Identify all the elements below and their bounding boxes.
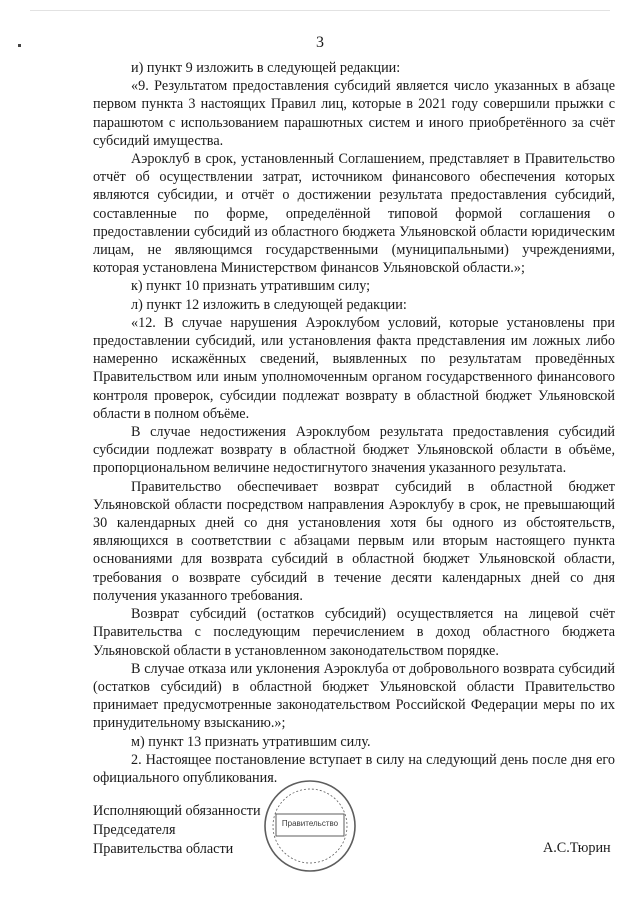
clause-12-shortfall-paragraph: В случае недостижения Аэроклубом результата предоставления субсидий субсидии подлежат возврату в областной бюджет Ульяновской области в объёме, пропорциональном величине недостигнутого значения указанного результата. [93,424,615,477]
page-number: 3 [316,34,324,51]
scan-mark [30,10,610,11]
signature-line: Исполняющий обязанности [93,803,261,819]
clause-12-account-paragraph: Возврат субсидий (остатков субсидий) осуществляется на лицевой счёт Правительства с последующим перечислением в доход областного бюджета Ульяновской области в установленном законодательством порядке. [93,606,615,659]
effective-date-paragraph: 2. Настоящее постановление вступает в силу на следующий день после дня его официального опубликования. [93,751,615,786]
signatory-name: А.С.Тюрин [543,840,611,856]
clause-12-return-paragraph: Правительство обеспечивает возврат субсидий в областной бюджет Ульяновской области посредством направления Аэроклубу в срок, не превышающий 30 календарных дней со дня установления хотя бы одного из обстоятельств, являющихся в соответствии с абзацами первым или вторым настоящего пункта основаниями для возврата субсидий в областной бюджет Ульяновской области, требования о возврате субсидий в течение десяти календарных дней со дня получения указанного требования. [93,478,615,604]
seal-text: Правительство [281,819,339,828]
amendment-item-m: м) пункт 13 признать утратившим силу. [131,733,371,750]
signature-line: Председателя [93,822,176,838]
clause-12-text: «12. В случае нарушения Аэроклубом условий, которые установлены при предоставлении субсидий, или установления факта представления им ложных либо намеренно искажённых сведений, выявленных по результатам проведённых Правительством или иным уполномоченным органом государственного финансового контроля проверок, субсидии подлежат возврату в областной бюджет Ульяновской области в полном объёме. [93,314,615,422]
signature-line: Правительства области [93,841,234,857]
amendment-item-i: и) пункт 9 изложить в следующей редакции: [131,60,401,76]
clause-9-text: «9. Результатом предоставления субсидий является число указанных в абзаце первом пункта 3 настоящих Правил лиц, которые в 2021 году совершили прыжки с парашютом с использованием парашютных систем и иного приобретённого за счёт субсидий имущества. [93,78,615,149]
clause-9-report-paragraph: Аэроклуб в срок, установленный Соглашением, представляет в Правительство отчёт об осуществлении затрат, источником финансового обеспечения которых являются субсидии, и отчёт о достижении результата предоставления субсидий, составленные по форме, определённой типовой формой соглашения о предоставлении субсидий из областного бюджета Ульяновской области юридическим лицам, не являющимся государственными (муниципальными) учреждениями, которая установлена Министерством финансов Ульяновской области.»; [93,151,615,277]
clause-12-refusal-paragraph: В случае отказа или уклонения Аэроклуба от добровольного возврата субсидий (остатков субсидий) в областной бюджет Ульяновской области Правительство принимает предусмотренные законодательством Российской Федерации меры по их принудительному взысканию.»; [93,660,615,732]
document-body [93,59,615,787]
signature-title [93,802,261,859]
amendment-item-k: к) пункт 10 признать утратившим силу; [131,278,371,295]
amendment-item-l: л) пункт 12 изложить в следующей редакции: [131,296,407,313]
